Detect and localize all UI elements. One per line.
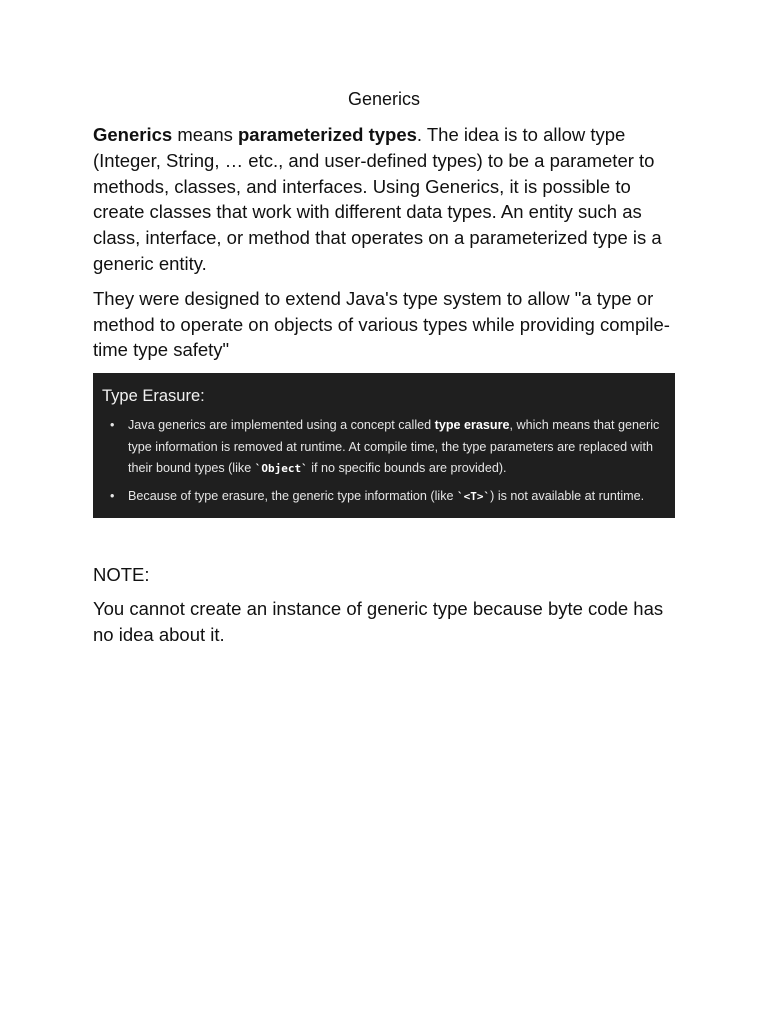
note-label: NOTE:	[93, 564, 150, 586]
bullet-1-line-1	[128, 415, 675, 437]
intro-paragraph	[93, 122, 675, 277]
intro-text-1: means	[172, 124, 238, 145]
bullet-1-text-b: , which means that generic	[509, 418, 660, 433]
bullet-dot-icon: •	[110, 418, 115, 433]
bullet-1-code-object: `Object`	[254, 462, 308, 476]
embedded-bullet-1	[102, 415, 675, 480]
bullet-2-line	[128, 486, 675, 508]
bullet-1-bold-term: type erasure	[434, 418, 510, 433]
term-parameterized-types: parameterized types	[238, 124, 417, 145]
document-title: Generics	[347, 89, 421, 109]
bullet-1-line-3	[128, 458, 675, 480]
bullet-1-line-3-text-b: if no specific bounds are provided).	[307, 461, 507, 476]
design-paragraph: They were designed to extend Java's type system to allow "a type or method to operate on objects of various types while providing compile-time type safety"	[93, 287, 670, 361]
bullet-2-code-t: `<T>`	[457, 489, 491, 503]
embedded-bullet-list	[102, 415, 675, 507]
intro-text-2: . The idea is to allow type (Integer, String, … etc., and user-defined types) to be a parameter to methods, classes, and interfaces. Using Generics, it is possible to create classes that work with different data types. An entity such as class, interface, or method that operates on a parameterized type is a generic entity.	[93, 124, 662, 274]
embedded-screenshot	[93, 373, 675, 518]
term-generics: Generics	[93, 124, 173, 145]
bullet-1-text-a: Java generics are implemented using a concept called	[128, 418, 435, 433]
bullet-2-text-a: Because of type erasure, the generic type information (like	[128, 488, 458, 503]
embedded-bullet-2	[102, 486, 675, 508]
bullet-dot-icon: •	[110, 488, 115, 503]
bullet-1-line-2: type information is removed at runtime. At compile time, the type parameters are replaced with	[128, 439, 653, 454]
document-page	[93, 88, 675, 657]
note-paragraph: You cannot create an instance of generic type because byte code has no idea about it.	[93, 597, 664, 645]
embedded-heading: Type Erasure:	[102, 387, 205, 406]
bullet-1-line-3-text-a: their bound types (like	[128, 461, 255, 476]
bullet-2-text-b: ) is not available at runtime.	[490, 488, 645, 503]
